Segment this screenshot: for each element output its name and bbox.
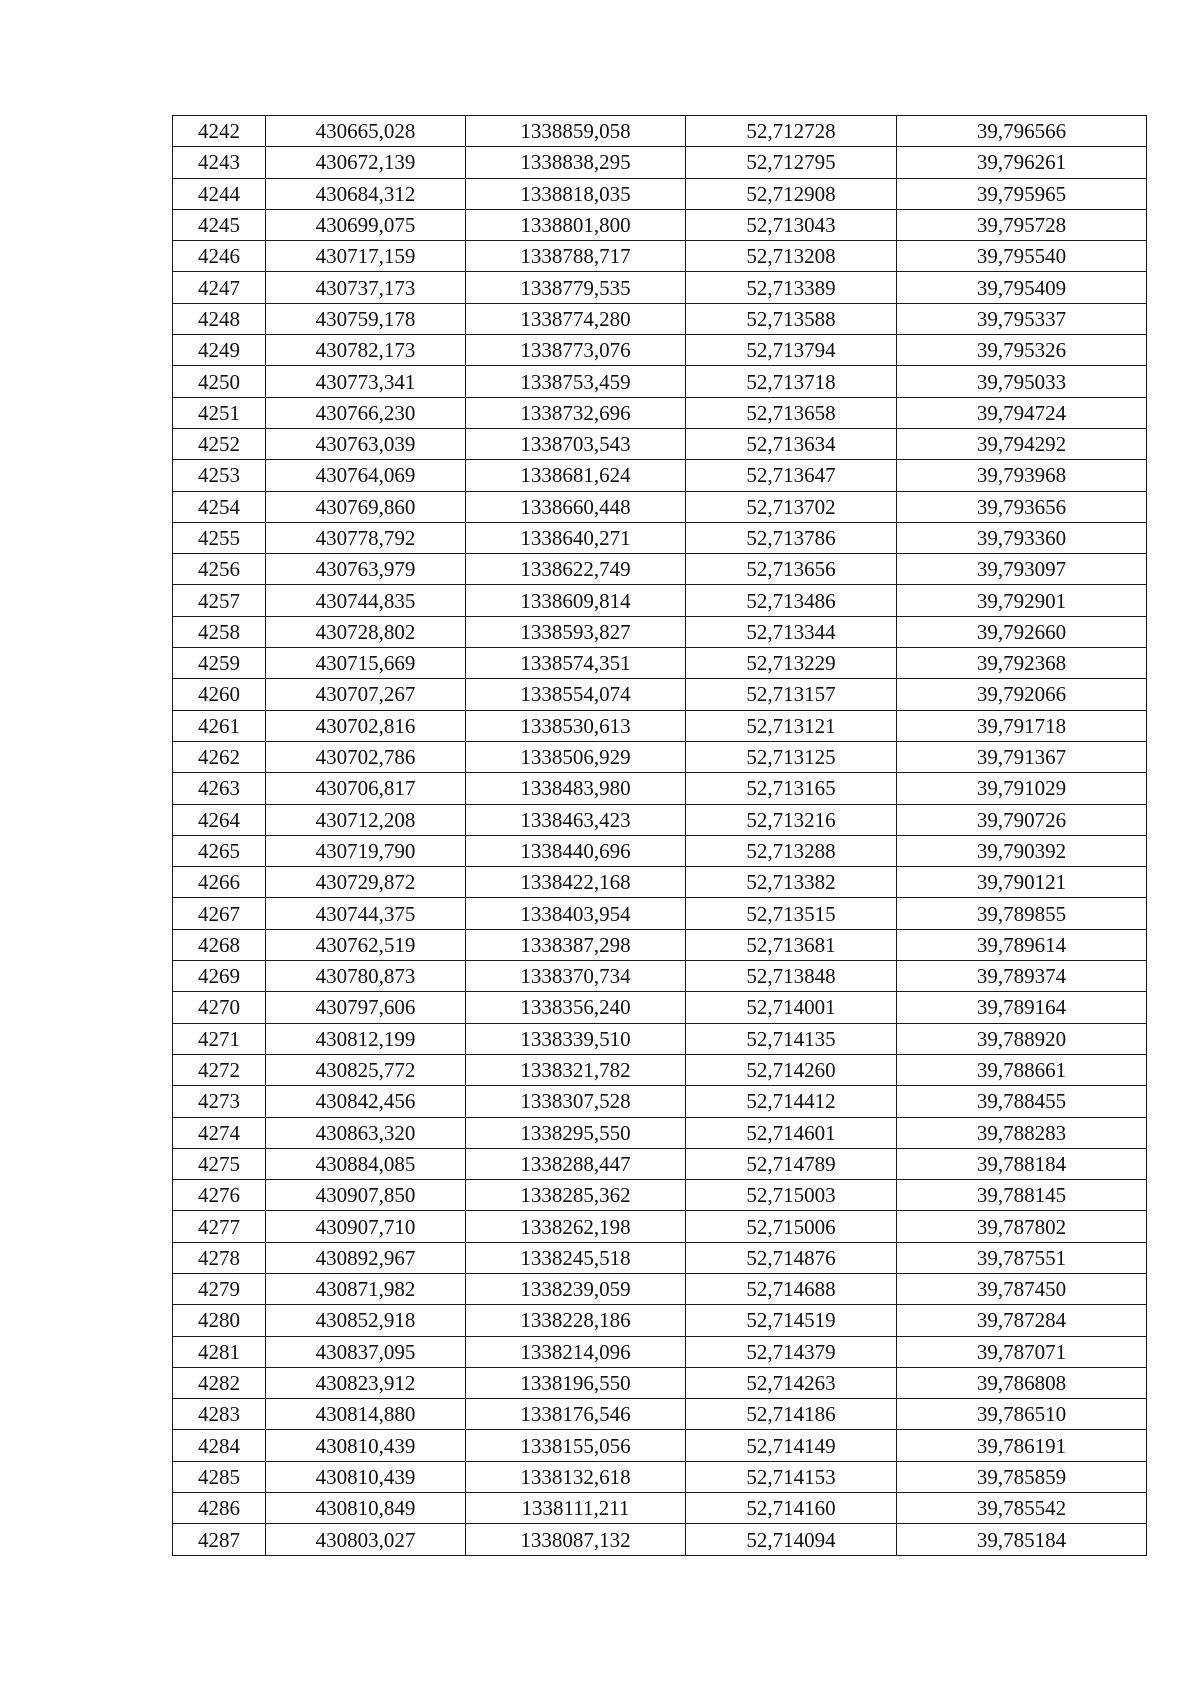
latitude-cell: 52,714094 (686, 1524, 897, 1555)
point-number-cell: 4277 (173, 1211, 266, 1242)
x-coordinate-cell: 430729,872 (266, 867, 466, 898)
y-coordinate-cell: 1338288,447 (466, 1148, 686, 1179)
latitude-cell: 52,713157 (686, 679, 897, 710)
longitude-cell: 39,795337 (897, 303, 1147, 334)
x-coordinate-cell: 430810,849 (266, 1493, 466, 1524)
point-number-cell: 4245 (173, 209, 266, 240)
latitude-cell: 52,713344 (686, 616, 897, 647)
y-coordinate-cell: 1338681,624 (466, 460, 686, 491)
longitude-cell: 39,793968 (897, 460, 1147, 491)
table-row (173, 679, 1147, 710)
longitude-cell: 39,794724 (897, 397, 1147, 428)
longitude-cell: 39,787071 (897, 1336, 1147, 1367)
table-row (173, 303, 1147, 334)
latitude-cell: 52,714601 (686, 1117, 897, 1148)
longitude-cell: 39,795033 (897, 366, 1147, 397)
x-coordinate-cell: 430842,456 (266, 1086, 466, 1117)
latitude-cell: 52,713794 (686, 335, 897, 366)
point-number-cell: 4275 (173, 1148, 266, 1179)
y-coordinate-cell: 1338574,351 (466, 648, 686, 679)
y-coordinate-cell: 1338859,058 (466, 116, 686, 147)
longitude-cell: 39,789614 (897, 929, 1147, 960)
y-coordinate-cell: 1338609,814 (466, 585, 686, 616)
latitude-cell: 52,713486 (686, 585, 897, 616)
x-coordinate-cell: 430780,873 (266, 961, 466, 992)
latitude-cell: 52,713681 (686, 929, 897, 960)
latitude-cell: 52,713647 (686, 460, 897, 491)
point-number-cell: 4253 (173, 460, 266, 491)
y-coordinate-cell: 1338422,168 (466, 867, 686, 898)
point-number-cell: 4266 (173, 867, 266, 898)
point-number-cell: 4267 (173, 898, 266, 929)
latitude-cell: 52,714876 (686, 1242, 897, 1273)
longitude-cell: 39,786510 (897, 1399, 1147, 1430)
table-row (173, 366, 1147, 397)
x-coordinate-cell: 430852,918 (266, 1305, 466, 1336)
table-row (173, 1148, 1147, 1179)
longitude-cell: 39,787450 (897, 1273, 1147, 1304)
x-coordinate-cell: 430810,439 (266, 1430, 466, 1461)
y-coordinate-cell: 1338506,929 (466, 741, 686, 772)
latitude-cell: 52,714260 (686, 1054, 897, 1085)
table-row (173, 1367, 1147, 1398)
x-coordinate-cell: 430737,173 (266, 272, 466, 303)
y-coordinate-cell: 1338801,800 (466, 209, 686, 240)
latitude-cell: 52,713389 (686, 272, 897, 303)
longitude-cell: 39,793097 (897, 554, 1147, 585)
latitude-cell: 52,715006 (686, 1211, 897, 1242)
longitude-cell: 39,791367 (897, 741, 1147, 772)
x-coordinate-cell: 430728,802 (266, 616, 466, 647)
table-row (173, 1180, 1147, 1211)
y-coordinate-cell: 1338403,954 (466, 898, 686, 929)
y-coordinate-cell: 1338703,543 (466, 428, 686, 459)
longitude-cell: 39,785859 (897, 1461, 1147, 1492)
y-coordinate-cell: 1338660,448 (466, 491, 686, 522)
point-number-cell: 4254 (173, 491, 266, 522)
y-coordinate-cell: 1338788,717 (466, 241, 686, 272)
x-coordinate-cell: 430766,230 (266, 397, 466, 428)
latitude-cell: 52,713718 (686, 366, 897, 397)
longitude-cell: 39,796566 (897, 116, 1147, 147)
latitude-cell: 52,713229 (686, 648, 897, 679)
y-coordinate-cell: 1338593,827 (466, 616, 686, 647)
latitude-cell: 52,713382 (686, 867, 897, 898)
point-number-cell: 4262 (173, 741, 266, 772)
x-coordinate-cell: 430672,139 (266, 147, 466, 178)
longitude-cell: 39,793360 (897, 522, 1147, 553)
table-row (173, 1023, 1147, 1054)
longitude-cell: 39,787802 (897, 1211, 1147, 1242)
table-row (173, 1524, 1147, 1555)
latitude-cell: 52,714519 (686, 1305, 897, 1336)
latitude-cell: 52,713588 (686, 303, 897, 334)
y-coordinate-cell: 1338196,550 (466, 1367, 686, 1398)
longitude-cell: 39,795965 (897, 178, 1147, 209)
x-coordinate-cell: 430702,816 (266, 710, 466, 741)
latitude-cell: 52,713125 (686, 741, 897, 772)
x-coordinate-cell: 430823,912 (266, 1367, 466, 1398)
x-coordinate-cell: 430812,199 (266, 1023, 466, 1054)
point-number-cell: 4260 (173, 679, 266, 710)
longitude-cell: 39,791718 (897, 710, 1147, 741)
longitude-cell: 39,795326 (897, 335, 1147, 366)
point-number-cell: 4248 (173, 303, 266, 334)
y-coordinate-cell: 1338818,035 (466, 178, 686, 209)
point-number-cell: 4276 (173, 1180, 266, 1211)
y-coordinate-cell: 1338176,546 (466, 1399, 686, 1430)
point-number-cell: 4271 (173, 1023, 266, 1054)
longitude-cell: 39,788184 (897, 1148, 1147, 1179)
longitude-cell: 39,785184 (897, 1524, 1147, 1555)
table-row (173, 522, 1147, 553)
table-row (173, 116, 1147, 147)
longitude-cell: 39,788455 (897, 1086, 1147, 1117)
longitude-cell: 39,795409 (897, 272, 1147, 303)
table-row (173, 648, 1147, 679)
longitude-cell: 39,793656 (897, 491, 1147, 522)
longitude-cell: 39,795728 (897, 209, 1147, 240)
y-coordinate-cell: 1338773,076 (466, 335, 686, 366)
x-coordinate-cell: 430810,439 (266, 1461, 466, 1492)
longitude-cell: 39,788283 (897, 1117, 1147, 1148)
table-row (173, 178, 1147, 209)
table-row (173, 1117, 1147, 1148)
y-coordinate-cell: 1338245,518 (466, 1242, 686, 1273)
x-coordinate-cell: 430871,982 (266, 1273, 466, 1304)
longitude-cell: 39,786191 (897, 1430, 1147, 1461)
longitude-cell: 39,786808 (897, 1367, 1147, 1398)
table-row (173, 1211, 1147, 1242)
y-coordinate-cell: 1338774,280 (466, 303, 686, 334)
table-row (173, 460, 1147, 491)
longitude-cell: 39,792066 (897, 679, 1147, 710)
point-number-cell: 4268 (173, 929, 266, 960)
table-row (173, 741, 1147, 772)
x-coordinate-cell: 430907,850 (266, 1180, 466, 1211)
y-coordinate-cell: 1338239,059 (466, 1273, 686, 1304)
latitude-cell: 52,713634 (686, 428, 897, 459)
latitude-cell: 52,712728 (686, 116, 897, 147)
longitude-cell: 39,789164 (897, 992, 1147, 1023)
y-coordinate-cell: 1338295,550 (466, 1117, 686, 1148)
x-coordinate-cell: 430719,790 (266, 835, 466, 866)
x-coordinate-cell: 430763,979 (266, 554, 466, 585)
longitude-cell: 39,795540 (897, 241, 1147, 272)
point-number-cell: 4243 (173, 147, 266, 178)
table-row (173, 804, 1147, 835)
latitude-cell: 52,713658 (686, 397, 897, 428)
x-coordinate-cell: 430803,027 (266, 1524, 466, 1555)
table-row (173, 1461, 1147, 1492)
x-coordinate-cell: 430884,085 (266, 1148, 466, 1179)
x-coordinate-cell: 430712,208 (266, 804, 466, 835)
point-number-cell: 4246 (173, 241, 266, 272)
latitude-cell: 52,713288 (686, 835, 897, 866)
longitude-cell: 39,794292 (897, 428, 1147, 459)
latitude-cell: 52,714379 (686, 1336, 897, 1367)
table-row (173, 147, 1147, 178)
latitude-cell: 52,713786 (686, 522, 897, 553)
x-coordinate-cell: 430699,075 (266, 209, 466, 240)
table-row (173, 585, 1147, 616)
y-coordinate-cell: 1338228,186 (466, 1305, 686, 1336)
x-coordinate-cell: 430717,159 (266, 241, 466, 272)
point-number-cell: 4244 (173, 178, 266, 209)
table-row (173, 835, 1147, 866)
x-coordinate-cell: 430759,178 (266, 303, 466, 334)
latitude-cell: 52,713165 (686, 773, 897, 804)
y-coordinate-cell: 1338530,613 (466, 710, 686, 741)
y-coordinate-cell: 1338838,295 (466, 147, 686, 178)
latitude-cell: 52,714149 (686, 1430, 897, 1461)
point-number-cell: 4261 (173, 710, 266, 741)
table-row (173, 335, 1147, 366)
longitude-cell: 39,787551 (897, 1242, 1147, 1273)
table-row (173, 1273, 1147, 1304)
x-coordinate-cell: 430665,028 (266, 116, 466, 147)
longitude-cell: 39,790726 (897, 804, 1147, 835)
x-coordinate-cell: 430764,069 (266, 460, 466, 491)
table-row (173, 397, 1147, 428)
point-number-cell: 4282 (173, 1367, 266, 1398)
x-coordinate-cell: 430769,860 (266, 491, 466, 522)
x-coordinate-cell: 430907,710 (266, 1211, 466, 1242)
point-number-cell: 4287 (173, 1524, 266, 1555)
point-number-cell: 4257 (173, 585, 266, 616)
latitude-cell: 52,713515 (686, 898, 897, 929)
point-number-cell: 4263 (173, 773, 266, 804)
x-coordinate-cell: 430707,267 (266, 679, 466, 710)
table-row (173, 929, 1147, 960)
longitude-cell: 39,792901 (897, 585, 1147, 616)
point-number-cell: 4284 (173, 1430, 266, 1461)
y-coordinate-cell: 1338262,198 (466, 1211, 686, 1242)
longitude-cell: 39,790121 (897, 867, 1147, 898)
latitude-cell: 52,715003 (686, 1180, 897, 1211)
table-row (173, 1399, 1147, 1430)
x-coordinate-cell: 430762,519 (266, 929, 466, 960)
table-row (173, 616, 1147, 647)
point-number-cell: 4285 (173, 1461, 266, 1492)
x-coordinate-cell: 430702,786 (266, 741, 466, 772)
longitude-cell: 39,788661 (897, 1054, 1147, 1085)
point-number-cell: 4265 (173, 835, 266, 866)
y-coordinate-cell: 1338339,510 (466, 1023, 686, 1054)
y-coordinate-cell: 1338214,096 (466, 1336, 686, 1367)
y-coordinate-cell: 1338622,749 (466, 554, 686, 585)
x-coordinate-cell: 430706,817 (266, 773, 466, 804)
longitude-cell: 39,789374 (897, 961, 1147, 992)
point-number-cell: 4250 (173, 366, 266, 397)
table-row (173, 241, 1147, 272)
latitude-cell: 52,712795 (686, 147, 897, 178)
longitude-cell: 39,792660 (897, 616, 1147, 647)
x-coordinate-cell: 430863,320 (266, 1117, 466, 1148)
x-coordinate-cell: 430797,606 (266, 992, 466, 1023)
longitude-cell: 39,785542 (897, 1493, 1147, 1524)
table-row (173, 209, 1147, 240)
y-coordinate-cell: 1338779,535 (466, 272, 686, 303)
table-row (173, 710, 1147, 741)
coordinates-table-body (173, 116, 1147, 1556)
point-number-cell: 4259 (173, 648, 266, 679)
point-number-cell: 4249 (173, 335, 266, 366)
latitude-cell: 52,714153 (686, 1461, 897, 1492)
table-row (173, 1430, 1147, 1461)
table-row (173, 1493, 1147, 1524)
y-coordinate-cell: 1338753,459 (466, 366, 686, 397)
table-row (173, 491, 1147, 522)
latitude-cell: 52,713656 (686, 554, 897, 585)
latitude-cell: 52,713208 (686, 241, 897, 272)
x-coordinate-cell: 430837,095 (266, 1336, 466, 1367)
point-number-cell: 4286 (173, 1493, 266, 1524)
table-row (173, 272, 1147, 303)
table-row (173, 428, 1147, 459)
point-number-cell: 4272 (173, 1054, 266, 1085)
x-coordinate-cell: 430892,967 (266, 1242, 466, 1273)
x-coordinate-cell: 430715,669 (266, 648, 466, 679)
latitude-cell: 52,713043 (686, 209, 897, 240)
longitude-cell: 39,789855 (897, 898, 1147, 929)
coordinates-table (172, 115, 1147, 1556)
x-coordinate-cell: 430773,341 (266, 366, 466, 397)
longitude-cell: 39,791029 (897, 773, 1147, 804)
table-row (173, 554, 1147, 585)
latitude-cell: 52,714263 (686, 1367, 897, 1398)
point-number-cell: 4264 (173, 804, 266, 835)
point-number-cell: 4269 (173, 961, 266, 992)
point-number-cell: 4255 (173, 522, 266, 553)
x-coordinate-cell: 430825,772 (266, 1054, 466, 1085)
latitude-cell: 52,712908 (686, 178, 897, 209)
latitude-cell: 52,714160 (686, 1493, 897, 1524)
y-coordinate-cell: 1338132,618 (466, 1461, 686, 1492)
point-number-cell: 4273 (173, 1086, 266, 1117)
point-number-cell: 4270 (173, 992, 266, 1023)
latitude-cell: 52,713216 (686, 804, 897, 835)
point-number-cell: 4256 (173, 554, 266, 585)
point-number-cell: 4283 (173, 1399, 266, 1430)
y-coordinate-cell: 1338440,696 (466, 835, 686, 866)
latitude-cell: 52,713121 (686, 710, 897, 741)
point-number-cell: 4247 (173, 272, 266, 303)
longitude-cell: 39,790392 (897, 835, 1147, 866)
y-coordinate-cell: 1338321,782 (466, 1054, 686, 1085)
point-number-cell: 4280 (173, 1305, 266, 1336)
point-number-cell: 4274 (173, 1117, 266, 1148)
y-coordinate-cell: 1338387,298 (466, 929, 686, 960)
table-row (173, 1054, 1147, 1085)
y-coordinate-cell: 1338111,211 (466, 1493, 686, 1524)
table-row (173, 961, 1147, 992)
point-number-cell: 4281 (173, 1336, 266, 1367)
longitude-cell: 39,796261 (897, 147, 1147, 178)
y-coordinate-cell: 1338307,528 (466, 1086, 686, 1117)
x-coordinate-cell: 430778,792 (266, 522, 466, 553)
point-number-cell: 4251 (173, 397, 266, 428)
y-coordinate-cell: 1338087,132 (466, 1524, 686, 1555)
table-row (173, 773, 1147, 804)
y-coordinate-cell: 1338356,240 (466, 992, 686, 1023)
y-coordinate-cell: 1338483,980 (466, 773, 686, 804)
table-row (173, 1242, 1147, 1273)
y-coordinate-cell: 1338554,074 (466, 679, 686, 710)
table-row (173, 1336, 1147, 1367)
x-coordinate-cell: 430684,312 (266, 178, 466, 209)
latitude-cell: 52,714789 (686, 1148, 897, 1179)
point-number-cell: 4242 (173, 116, 266, 147)
y-coordinate-cell: 1338285,362 (466, 1180, 686, 1211)
latitude-cell: 52,714135 (686, 1023, 897, 1054)
x-coordinate-cell: 430782,173 (266, 335, 466, 366)
latitude-cell: 52,713702 (686, 491, 897, 522)
y-coordinate-cell: 1338640,271 (466, 522, 686, 553)
point-number-cell: 4258 (173, 616, 266, 647)
y-coordinate-cell: 1338463,423 (466, 804, 686, 835)
y-coordinate-cell: 1338155,056 (466, 1430, 686, 1461)
table-row (173, 1305, 1147, 1336)
x-coordinate-cell: 430744,835 (266, 585, 466, 616)
latitude-cell: 52,713848 (686, 961, 897, 992)
latitude-cell: 52,714412 (686, 1086, 897, 1117)
latitude-cell: 52,714186 (686, 1399, 897, 1430)
table-row (173, 1086, 1147, 1117)
point-number-cell: 4252 (173, 428, 266, 459)
table-row (173, 992, 1147, 1023)
point-number-cell: 4278 (173, 1242, 266, 1273)
y-coordinate-cell: 1338370,734 (466, 961, 686, 992)
longitude-cell: 39,788920 (897, 1023, 1147, 1054)
point-number-cell: 4279 (173, 1273, 266, 1304)
table-row (173, 898, 1147, 929)
x-coordinate-cell: 430814,880 (266, 1399, 466, 1430)
table-row (173, 867, 1147, 898)
y-coordinate-cell: 1338732,696 (466, 397, 686, 428)
latitude-cell: 52,714001 (686, 992, 897, 1023)
x-coordinate-cell: 430744,375 (266, 898, 466, 929)
longitude-cell: 39,792368 (897, 648, 1147, 679)
x-coordinate-cell: 430763,039 (266, 428, 466, 459)
longitude-cell: 39,788145 (897, 1180, 1147, 1211)
longitude-cell: 39,787284 (897, 1305, 1147, 1336)
latitude-cell: 52,714688 (686, 1273, 897, 1304)
